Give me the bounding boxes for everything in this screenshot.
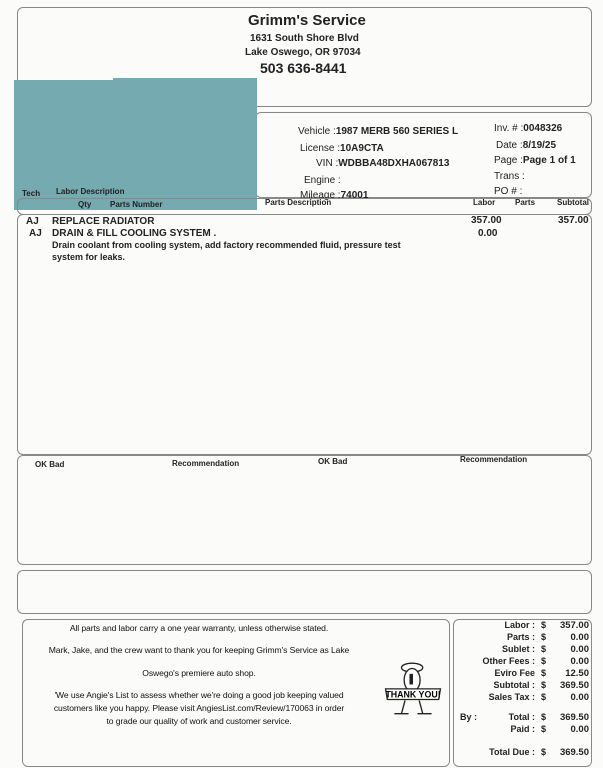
col-labor: Labor bbox=[473, 198, 496, 207]
row-labor: 0.00 bbox=[478, 228, 498, 239]
totals-label: Sublet : bbox=[502, 644, 535, 654]
row-labor: 357.00 bbox=[471, 215, 502, 226]
row-tech: AJ bbox=[26, 216, 39, 227]
recommendation-label: Recommendation bbox=[172, 459, 240, 468]
shop-name: Grimm's Service bbox=[248, 12, 366, 29]
shop-city: Lake Oswego, OR 97034 bbox=[245, 47, 361, 58]
ok-bad-label: OK Bad bbox=[35, 460, 65, 469]
by-label: By : bbox=[460, 712, 478, 722]
col-parts: Parts bbox=[515, 198, 536, 207]
col-subtotal: Subtotal bbox=[557, 198, 589, 207]
item-note: Drain coolant from cooling system, add factory recommended fluid, pressure test bbox=[52, 240, 401, 250]
row-description: REPLACE RADIATOR bbox=[52, 216, 155, 227]
totals-label: Paid : bbox=[510, 724, 535, 734]
row-subtotal: 357.00 bbox=[558, 215, 589, 226]
angies-text: to grade our quality of work and customer service. bbox=[106, 716, 292, 726]
recommendation-box bbox=[17, 455, 592, 565]
totals-value: 0.00 bbox=[570, 632, 589, 643]
totals-value: 369.50 bbox=[559, 712, 589, 723]
vin-field: VIN :WDBBA48DXHA067813 bbox=[316, 158, 450, 169]
shop-phone: 503 636-8441 bbox=[260, 60, 347, 76]
engine-field: Engine : bbox=[304, 175, 341, 186]
item-note: system for leaks. bbox=[52, 252, 126, 262]
totals-label: Subtotal : bbox=[493, 680, 535, 690]
totals-label: Sales Tax : bbox=[488, 692, 535, 702]
currency-symbol: $ bbox=[541, 724, 547, 734]
vehicle-field: Vehicle :1987 MERB 560 SERIES L bbox=[298, 126, 459, 137]
warranty-text: All parts and labor carry a one year warranty, unless otherwise stated. bbox=[69, 623, 329, 633]
ok-bad-label: OK Bad bbox=[318, 457, 348, 466]
row-tech: AJ bbox=[29, 228, 42, 239]
svg-text:THANK YOU!: THANK YOU! bbox=[385, 689, 441, 700]
totals-value: 0.00 bbox=[570, 724, 589, 735]
thanks-text: Oswego's premiere auto shop. bbox=[142, 668, 256, 678]
invoice-page: Page :Page 1 of 1 bbox=[494, 155, 576, 166]
currency-symbol: $ bbox=[541, 668, 547, 678]
thank-you-mascot-icon bbox=[382, 658, 444, 718]
shop-address: 1631 South Shore Blvd bbox=[250, 33, 359, 44]
totals-value: 369.50 bbox=[559, 680, 589, 691]
col-tech: Tech bbox=[22, 189, 41, 198]
trans-field: Trans : bbox=[494, 171, 525, 182]
currency-symbol: $ bbox=[541, 712, 547, 722]
currency-symbol: $ bbox=[541, 680, 547, 690]
notes-box bbox=[17, 570, 592, 614]
license-field: License :10A9CTA bbox=[300, 143, 384, 154]
col-qty: Qty bbox=[78, 200, 92, 209]
angies-text: 'We use Angie's List to assess whether we're doing a good job keeping valued bbox=[54, 690, 344, 700]
currency-symbol: $ bbox=[541, 747, 547, 757]
totals-label: Total : bbox=[508, 712, 535, 722]
row-description: DRAIN & FILL COOLING SYSTEM . bbox=[52, 228, 217, 239]
totals-label: Other Fees : bbox=[482, 656, 535, 666]
totals-value: 357.00 bbox=[559, 620, 589, 631]
col-parts-number: Parts Number bbox=[110, 200, 163, 209]
currency-symbol: $ bbox=[541, 656, 547, 666]
recommendation-label: Recommendation bbox=[460, 455, 528, 464]
angies-text: customers like you happy. Please visit AngiesList.com/Review/170063 in order bbox=[53, 703, 345, 713]
po-field: PO # : bbox=[494, 186, 523, 197]
invoice-number: Inv. # :0048326 bbox=[494, 123, 563, 134]
invoice-date: Date :8/19/25 bbox=[496, 140, 557, 151]
thanks-text: Mark, Jake, and the crew want to thank you for keeping Grimm's Service as Lake bbox=[48, 645, 350, 655]
totals-label: Labor : bbox=[504, 620, 535, 630]
currency-symbol: $ bbox=[541, 644, 547, 654]
col-labor-description: Labor Description bbox=[56, 187, 125, 196]
col-parts-description: Parts Description bbox=[265, 198, 332, 207]
currency-symbol: $ bbox=[541, 632, 547, 642]
totals-value: 0.00 bbox=[570, 656, 589, 667]
mileage-field: Mileage :74001 bbox=[300, 190, 369, 201]
currency-symbol: $ bbox=[541, 692, 547, 702]
totals-value: 0.00 bbox=[570, 644, 589, 655]
totals-label: Parts : bbox=[506, 632, 535, 642]
totals-value: 12.50 bbox=[565, 668, 589, 679]
totals-value: 0.00 bbox=[570, 692, 589, 703]
totals-label: Eviro Fee bbox=[494, 668, 535, 678]
totals-label: Total Due : bbox=[489, 747, 535, 757]
totals-value: 369.50 bbox=[559, 747, 589, 758]
redaction-block bbox=[113, 78, 257, 210]
currency-symbol: $ bbox=[541, 620, 547, 630]
